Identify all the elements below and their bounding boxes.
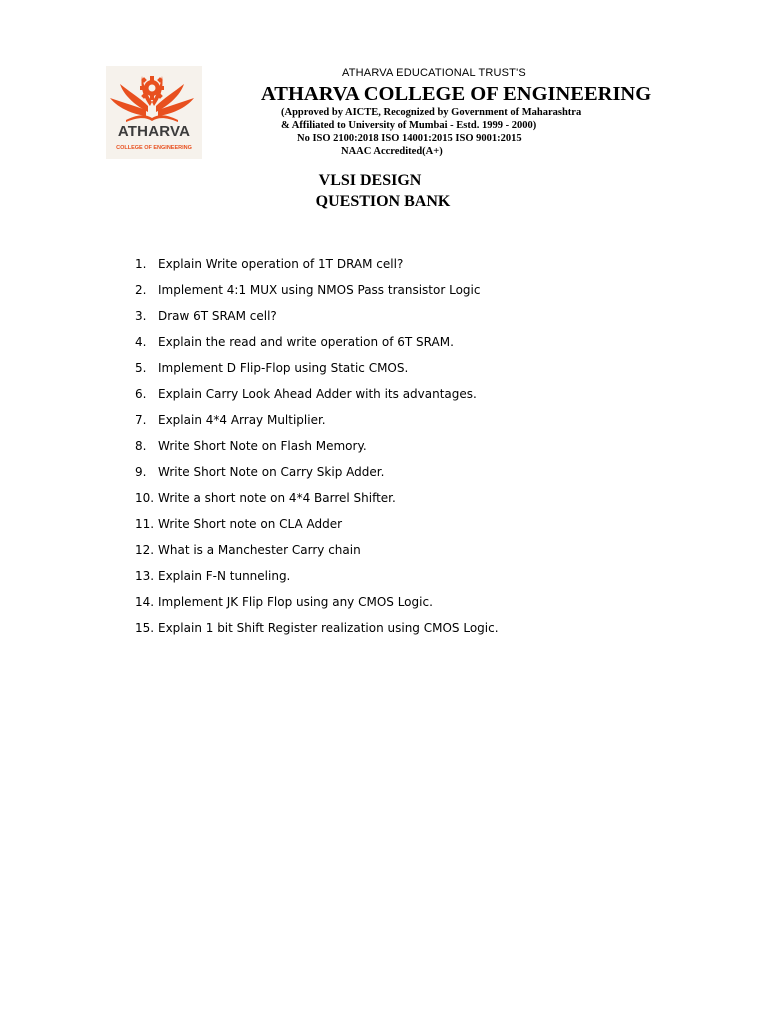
question-text: Implement 4:1 MUX using NMOS Pass transistor Logic xyxy=(158,283,481,297)
question-number: 9. xyxy=(135,465,147,479)
question-number: 1. xyxy=(135,257,147,271)
list-item xyxy=(135,462,499,488)
list-item xyxy=(135,358,499,384)
question-text: Explain Carry Look Ahead Adder with its advantages. xyxy=(158,387,477,401)
question-text: Write Short Note on Carry Skip Adder. xyxy=(158,465,385,479)
iso-line: No ISO 2100:2018 ISO 14001:2015 ISO 9001:2015 xyxy=(297,133,522,144)
question-number: 2. xyxy=(135,283,147,297)
list-item xyxy=(135,618,499,644)
question-number: 6. xyxy=(135,387,147,401)
list-item xyxy=(135,384,499,410)
question-text: Implement D Flip-Flop using Static CMOS. xyxy=(158,361,409,375)
question-text: Implement JK Flip Flop using any CMOS Logic. xyxy=(158,595,433,609)
question-list xyxy=(135,254,499,644)
list-item xyxy=(135,254,499,280)
question-number: 14. xyxy=(135,595,155,609)
question-text: Draw 6T SRAM cell? xyxy=(158,309,277,323)
question-number: 15. xyxy=(135,621,155,635)
question-text: Explain Write operation of 1T DRAM cell? xyxy=(158,257,404,271)
question-text: Write a short note on 4*4 Barrel Shifter. xyxy=(158,491,396,505)
list-item xyxy=(135,306,499,332)
list-item xyxy=(135,436,499,462)
question-number: 4. xyxy=(135,335,147,349)
question-text: Write Short note on CLA Adder xyxy=(158,517,343,531)
subject-title: VLSI DESIGN xyxy=(318,172,422,189)
list-item xyxy=(135,280,499,306)
question-number: 12. xyxy=(135,543,155,557)
approval-line: (Approved by AICTE, Recognized by Government of Maharashtra xyxy=(281,107,582,118)
list-item xyxy=(135,410,499,436)
question-text: Explain 1 bit Shift Register realization using CMOS Logic. xyxy=(158,621,499,635)
college-logo xyxy=(106,66,202,159)
question-number: 7. xyxy=(135,413,147,427)
question-number: 5. xyxy=(135,361,147,375)
question-number: 10. xyxy=(135,491,155,505)
list-item xyxy=(135,514,499,540)
question-number: 8. xyxy=(135,439,147,453)
question-number: 13. xyxy=(135,569,155,583)
trust-name: ATHARVA EDUCATIONAL TRUST'S xyxy=(342,67,526,79)
list-item xyxy=(135,488,499,514)
document-title: QUESTION BANK xyxy=(315,193,451,210)
logo-subtitle: COLLEGE OF ENGINEERING xyxy=(116,145,192,151)
question-number: 11. xyxy=(135,517,155,531)
college-name: ATHARVA COLLEGE OF ENGINEERING xyxy=(261,83,652,105)
list-item xyxy=(135,332,499,358)
question-text: Explain F-N tunneling. xyxy=(158,569,291,583)
list-item xyxy=(135,592,499,618)
logo-wordmark: ATHARVA xyxy=(117,123,191,140)
gear-flower-icon xyxy=(106,66,202,126)
list-item xyxy=(135,566,499,592)
question-number: 3. xyxy=(135,309,147,323)
question-text: Write Short Note on Flash Memory. xyxy=(158,439,367,453)
question-text: What is a Manchester Carry chain xyxy=(158,543,361,557)
question-text: Explain 4*4 Array Multiplier. xyxy=(158,413,326,427)
question-text: Explain the read and write operation of 6T SRAM. xyxy=(158,335,454,349)
naac-line: NAAC Accredited(A+) xyxy=(341,146,443,157)
affiliation-line: & Affiliated to University of Mumbai - Estd. 1999 - 2000) xyxy=(281,120,537,131)
list-item xyxy=(135,540,499,566)
